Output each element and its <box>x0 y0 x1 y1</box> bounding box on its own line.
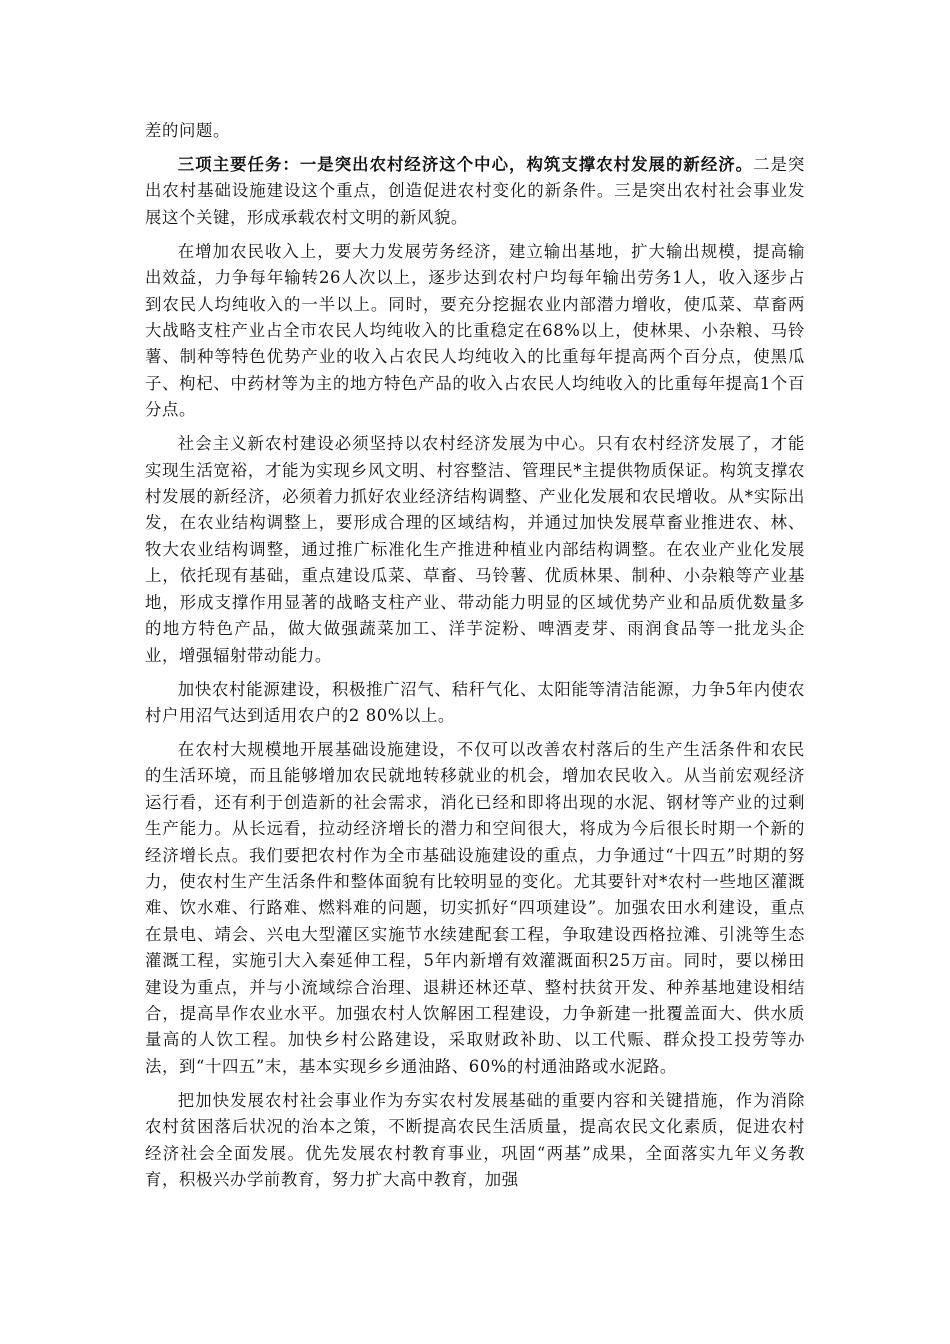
paragraph-text: 在农村大规模地开展基础设施建设，不仅可以改善农村落后的生产生活条件和农民的生活环境，而且能够增加农民就地转移就业的机会，增加农民收入。从当前宏观经济运行看，还有利于创造新的社会需求，消化已经和即将出现的水泥、钢材等产业的过剩生产能力。从长远看，拉动经济增长的潜力和空间很大，将成为今后很长时期一个新的经济增长点。我们要把农村作为全市基础设施建设的重点，力争通过“十四五”时期的努力，使农村生产生活条件和整体面貌有比较明显的变化。尤其要针对*农村一些地区灌溉难、饮水难、行路难、燃料难的问题，切实抓好“四项建设”。加强农田水利建设，重点在景电、靖会、兴电大型灌区实施节水续建配套工程，争取建设西格拉滩、引洮等生态灌溉工程，实施引大入秦延伸工程，5年内新增有效灌溉面积25万亩。同时，要以梯田建设为重点，并与小流域综合治理、退耕还林还草、整村扶贫开发、种养基地建设相结合，提高旱作农业水平。加强农村人饮解困工程建设，力争新建一批覆盖面大、供水质量高的人饮工程。加快乡村公路建设，采取财政补助、以工代赈、群众投工投劳等办法，到“十四五”末，基本实现乡乡通油路、60%的村通油路或水泥路。 <box>145 739 805 1076</box>
paragraph-text: 差的问题。 <box>145 121 230 140</box>
document-body <box>145 118 805 1201</box>
paragraph-infrastructure <box>145 737 805 1080</box>
paragraph-text: 二是突出农村基础设施建设这个重点，创造促进农村变化的新条件。三是突出农村社会事业发展这个关键，形成承载农村文明的新风貌。 <box>145 155 805 227</box>
paragraph-text: 把加快发展农村社会事业作为夯实农村发展基础的重要内容和关键措施，作为消除农村贫困落后状况的治本之策，不断提高农民生活质量，提高农民文化素质，促进农村经济社会全面发展。优先发展农村教育事业，巩固“两基”成果，全面落实九年义务教育，积极兴办学前教育，努力扩大高中教育，加强 <box>145 1090 805 1189</box>
paragraph-three-tasks <box>145 152 805 231</box>
paragraph-new-countryside <box>145 431 805 669</box>
paragraph-social-affairs <box>145 1088 805 1194</box>
paragraph-text: 加快农村能源建设，积极推广沼气、秸秆气化、太阳能等清洁能源，力争5年内使农村户用沼气达到适用农户的2 80%以上。 <box>145 679 805 725</box>
paragraph-text: 在增加农民收入上，要大力发展劳务经济，建立输出基地，扩大输出规模，提高输出效益，力争每年输转26人次以上，逐步达到农村户均每年输出劳务1人，收入逐步占到农民人均纯收入的一半以上。同时，要充分挖掘农业内部潜力增收，使瓜菜、草畜两大战略支柱产业占全市农民人均纯收入的比重稳定在68%以上，使林果、小杂粮、马铃薯、制种等特色优势产业的收入占农民人均纯收入的比重每年提高两个百分点，使黑瓜子、枸杞、中药材等为主的地方特色产品的收入占农民人均纯收入的比重每年提高1个百分点。 <box>145 241 805 420</box>
paragraph-continuation <box>145 118 805 144</box>
paragraph-text: 社会主义新农村建设必须坚持以农村经济发展为中心。只有农村经济发展了，才能实现生活宽裕，才能为实现乡风文明、村容整洁、管理民*主提供物质保证。构筑支撑农村发展的新经济，必须着力抓好农业经济结构调整、产业化发展和农民增收。从*实际出发，在农业结构调整上，要形成合理的区域结构，并通过加快发展草畜业推进农、林、牧大农业结构调整，通过推广标准化生产推进种植业内部结构调整。在农业产业化发展上，依托现有基础，重点建设瓜菜、草畜、马铃薯、优质林果、制种、小杂粮等产业基地，形成支撑作用显著的战略支柱产业、带动能力明显的区域优势产业和品质优数量多的地方特色产品，做大做强蔬菜加工、洋芋淀粉、啤酒麦芽、雨润食品等一批龙头企业，增强辐射带动能力。 <box>145 434 805 665</box>
paragraph-energy <box>145 677 805 730</box>
paragraph-income <box>145 239 805 424</box>
paragraph-bold-lead: 三项主要任务：一是突出农村经济这个中心，构筑支撑农村发展的新经济。 <box>177 155 754 174</box>
